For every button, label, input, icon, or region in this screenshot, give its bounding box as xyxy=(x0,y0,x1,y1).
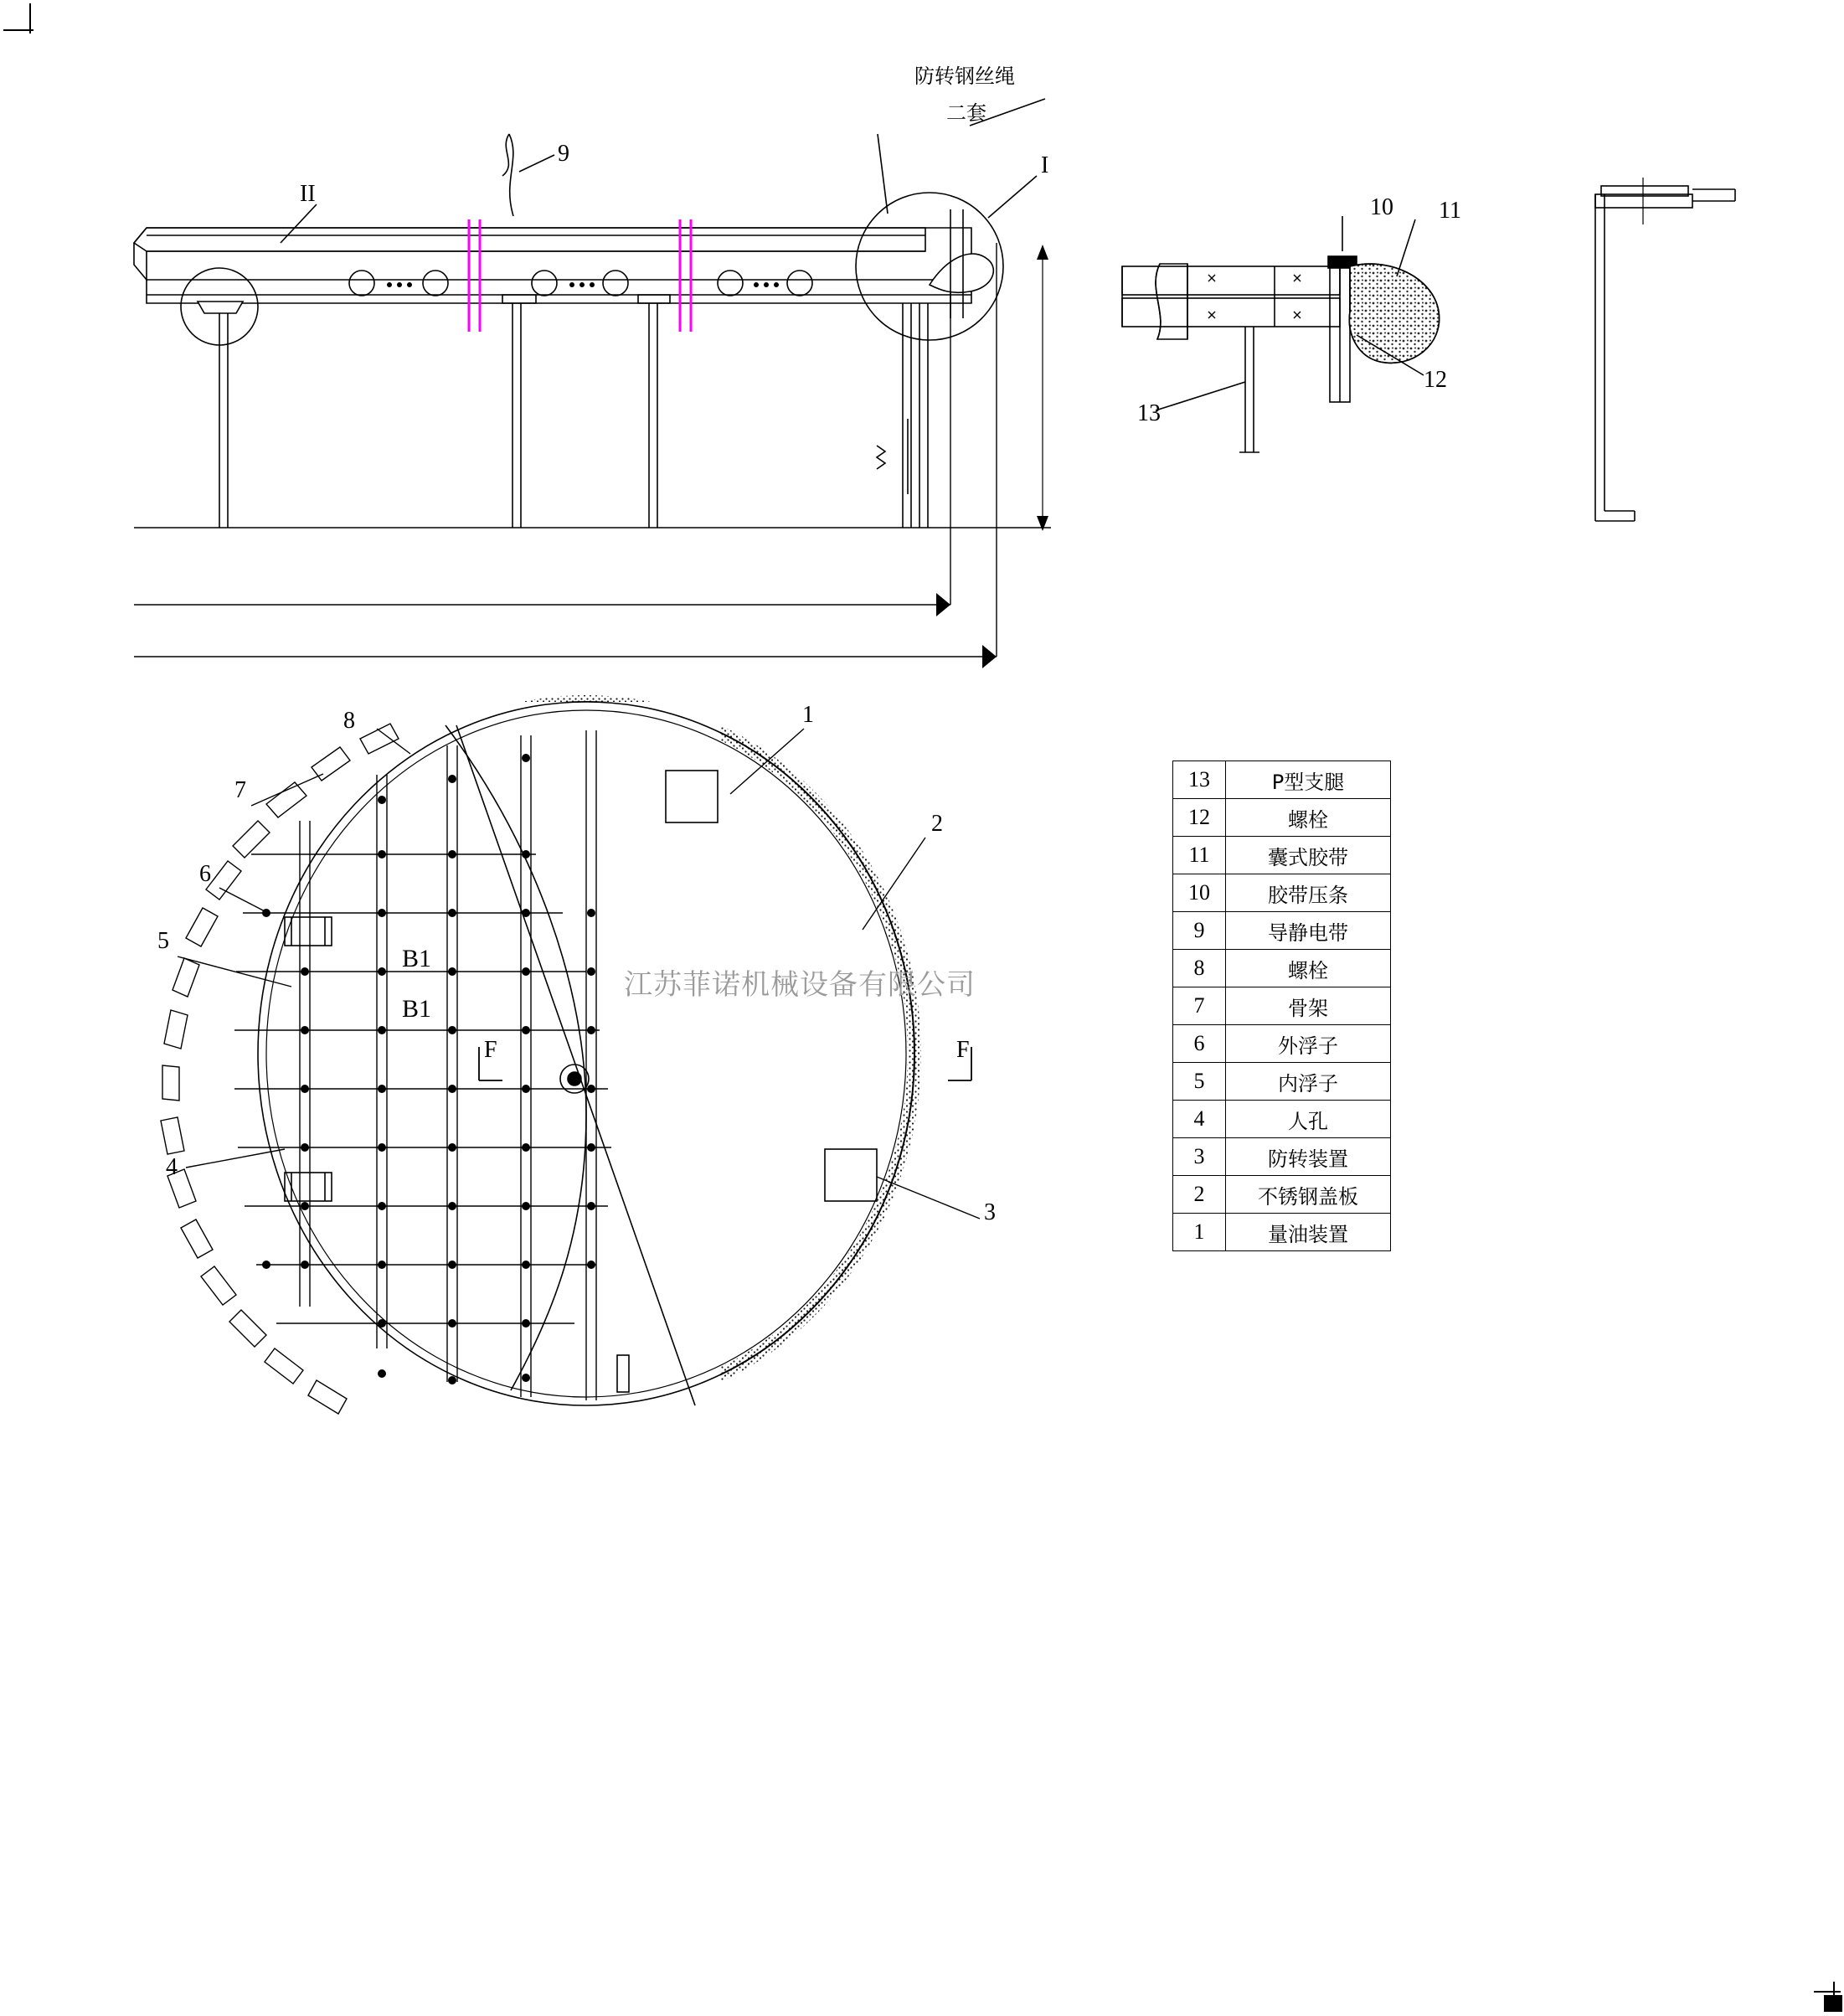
leg-base-plates xyxy=(502,295,670,303)
outer-float-segments xyxy=(161,724,399,1414)
legend-name: 外浮子 xyxy=(1226,1025,1391,1063)
legend-index: 8 xyxy=(1173,950,1226,987)
legend-name: 人孔 xyxy=(1226,1101,1391,1138)
leader-4 xyxy=(186,1149,285,1168)
balloon-2: 2 xyxy=(931,811,943,837)
table-row xyxy=(1173,799,1391,837)
anti-rotation-box xyxy=(825,1149,877,1201)
table-row xyxy=(1173,1025,1391,1063)
rim-seal-detail-view xyxy=(1122,216,1440,452)
balloon-11: 11 xyxy=(1439,198,1461,224)
legend-name: 量油装置 xyxy=(1226,1214,1391,1251)
deck-frame-vertical xyxy=(300,730,596,1400)
table-row xyxy=(1173,761,1391,799)
detail-label-II: II xyxy=(300,181,316,207)
legend-index: 10 xyxy=(1173,874,1226,912)
legend-name: 螺栓 xyxy=(1226,950,1391,987)
plan-slot xyxy=(617,1355,629,1392)
frame-bolt-dots xyxy=(262,754,595,1384)
detail-label-I: I xyxy=(1041,152,1049,178)
elevation-view xyxy=(134,99,1051,668)
leader-13 xyxy=(1156,382,1245,410)
balloon-5: 5 xyxy=(157,928,169,954)
legend-name: 导静电带 xyxy=(1226,912,1391,950)
balloon-1: 1 xyxy=(802,702,814,728)
balloon-8: 8 xyxy=(343,708,355,734)
balloon-7: 7 xyxy=(234,777,246,803)
balloon-13: 13 xyxy=(1137,400,1161,426)
leader-anti-rotation-1 xyxy=(878,134,888,214)
deck-holes xyxy=(349,271,812,296)
company-watermark: 江苏菲诺机械设备有限公司 xyxy=(624,968,976,1002)
legend-name: 防转装置 xyxy=(1226,1138,1391,1176)
note-anti-rotation-line2: 二套 xyxy=(946,101,986,125)
table-row xyxy=(1173,987,1391,1025)
balloon-3: 3 xyxy=(984,1199,996,1225)
table-row xyxy=(1173,1214,1391,1251)
gauge-device-box xyxy=(666,771,718,822)
balloon-12: 12 xyxy=(1424,367,1447,393)
leader-6 xyxy=(219,888,268,913)
legend-name: P型支腿 xyxy=(1226,761,1391,799)
support-legs xyxy=(219,303,928,528)
balloon-6: 6 xyxy=(199,861,211,887)
leader-11 xyxy=(1397,219,1415,276)
legend-name: 内浮子 xyxy=(1226,1063,1391,1101)
balloon-4: 4 xyxy=(166,1154,178,1180)
leader-detail-I xyxy=(988,176,1037,218)
manhole xyxy=(285,917,332,1201)
legend-index: 13 xyxy=(1173,761,1226,799)
legend-index: 11 xyxy=(1173,837,1226,874)
legend-name: 胶带压条 xyxy=(1226,874,1391,912)
legend-index: 3 xyxy=(1173,1138,1226,1176)
plan-view xyxy=(161,702,980,1414)
parts-legend-table xyxy=(1172,761,1391,1251)
legend-index: 9 xyxy=(1173,912,1226,950)
legend-name: 囊式胶带 xyxy=(1226,837,1391,874)
table-row xyxy=(1173,912,1391,950)
legend-name: 不锈钢盖板 xyxy=(1226,1176,1391,1214)
table-row xyxy=(1173,837,1391,874)
table-row xyxy=(1173,1101,1391,1138)
note-anti-rotation-line1: 防转钢丝绳 xyxy=(914,64,1015,88)
panel-mark-b1-lower: B1 xyxy=(402,995,432,1023)
legend-index: 12 xyxy=(1173,799,1226,837)
section-label-F-right: F xyxy=(956,1037,970,1063)
legend-name: 螺栓 xyxy=(1226,799,1391,837)
leader-7 xyxy=(251,774,323,806)
legend-index: 4 xyxy=(1173,1101,1226,1138)
legend-index: 2 xyxy=(1173,1176,1226,1214)
section-FF-view xyxy=(1595,178,1735,521)
sheet-border xyxy=(3,3,1842,2012)
legend-body xyxy=(1173,761,1391,1251)
balloon-9: 9 xyxy=(558,141,569,167)
panel-mark-b1-upper: B1 xyxy=(402,945,432,972)
table-row xyxy=(1173,1138,1391,1176)
table-row xyxy=(1173,1176,1391,1214)
leader-8 xyxy=(377,729,410,754)
table-row xyxy=(1173,950,1391,987)
legend-name: 骨架 xyxy=(1226,987,1391,1025)
balloon-10: 10 xyxy=(1370,194,1393,220)
legend-index: 6 xyxy=(1173,1025,1226,1063)
legend-index: 7 xyxy=(1173,987,1226,1025)
static-strap-symbol xyxy=(502,134,513,216)
legend-index: 5 xyxy=(1173,1063,1226,1101)
section-label-F-left: F xyxy=(484,1037,497,1063)
table-row xyxy=(1173,1063,1391,1101)
table-row xyxy=(1173,874,1391,912)
leader-9 xyxy=(519,155,554,172)
bolt-marks xyxy=(1208,275,1301,318)
section-mark-F xyxy=(479,1047,971,1080)
legend-index: 1 xyxy=(1173,1214,1226,1251)
